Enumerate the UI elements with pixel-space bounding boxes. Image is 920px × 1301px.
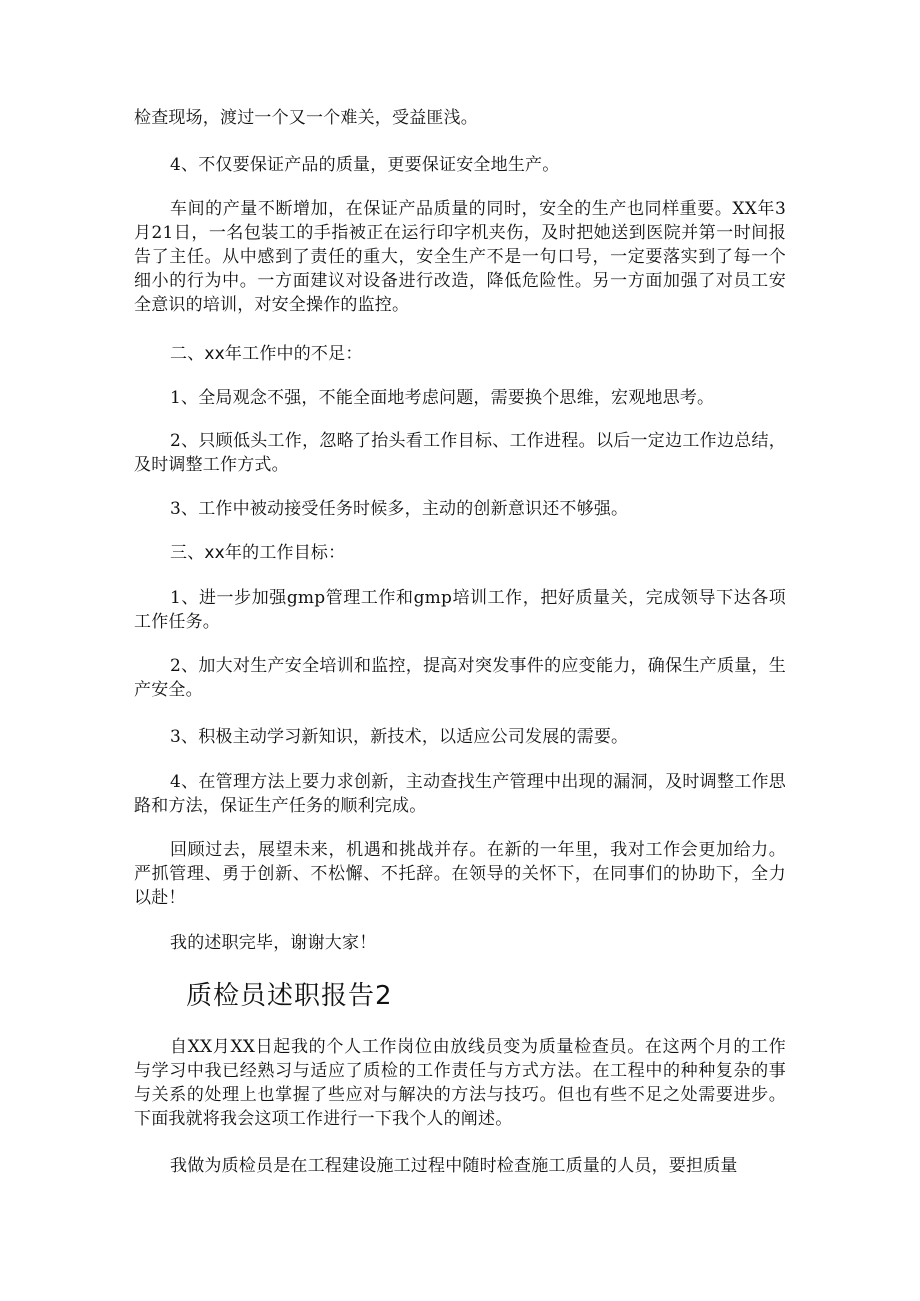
list-item-goal-3: 3、积极主动学习新知识，新技术，以适应公司发展的需要。 [170, 727, 629, 747]
paragraph-conclusion: 回顾过去，展望未来，机遇和挑战并存。在新的一年里，我对工作会更加给力。严抓管理、勇于创新、不松懈、不托辞。在领导的关怀下，在同事们的协助下，全力以赴！ [134, 840, 786, 908]
list-item-shortcoming-3: 3、工作中被动接受任务时候多，主动的创新意识还不够强。 [170, 499, 629, 519]
paragraph-closing: 我的述职完毕，谢谢大家！ [170, 933, 377, 953]
paragraph-safety-detail: 车间的产量不断增加，在保证产品质量的同时，安全的生产也同样重要。XX年3月21日，一名包装工的手指被正在运行印字机夹伤，及时把她送到医院并第一时间报告了主任。从中感到了责任的重大，安全生产不是一句口号，一定要落实到了每一个细小的行为中。一方面建议对设备进行改造，降低危险性。另一方面加强了对员工安全意识的培训，对安全操作的监控。 [134, 199, 786, 315]
paragraph-continuation: 检查现场，渡过一个又一个难关，受益匪浅。 [134, 108, 478, 128]
list-item-goal-2: 2、加大对生产安全培训和监控，提高对突发事件的应变能力，确保生产质量，生产安全。 [134, 656, 786, 700]
list-item-shortcoming-1: 1、全局观念不强，不能全面地考虑问题，需要换个思维，宏观地思考。 [170, 388, 715, 408]
paragraph-role: 我做为质检员是在工程建设施工过程中随时检查施工质量的人员，要担质量 [170, 1156, 738, 1176]
paragraph-intro: 自XX月XX日起我的个人工作岗位由放线员变为质量检查员。在这两个月的工作与学习中我已经熟习与适应了质检的工作责任与方式方法。在工程中的种种复杂的事与关系的处理上也掌握了些应对与解决的方法与技巧。但也有些不足之处需要进步。下面我就将我会这项工作进行一下我个人的阐述。 [134, 1037, 786, 1129]
heading-shortcomings: 二、xx年工作中的不足： [170, 344, 363, 364]
list-item-shortcoming-2: 2、只顾低头工作，忽略了抬头看工作目标、工作进程。以后一定边工作边总结，及时调整工作方式。 [134, 431, 786, 475]
list-item-goal-4: 4、在管理方法上要力求创新，主动查找生产管理中出现的漏洞，及时调整工作思路和方法，保证生产任务的顺利完成。 [134, 772, 786, 816]
list-item-safety: 4、不仅要保证产品的质量，更要保证安全地生产。 [170, 155, 560, 175]
list-item-goal-1: 1、进一步加强gmp管理工作和gmp培训工作，把好质量关，完成领导下达各项工作任务。 [134, 588, 786, 632]
heading-goals: 三、xx年的工作目标： [170, 543, 346, 563]
section-title: 质检员述职报告2 [186, 981, 393, 1011]
